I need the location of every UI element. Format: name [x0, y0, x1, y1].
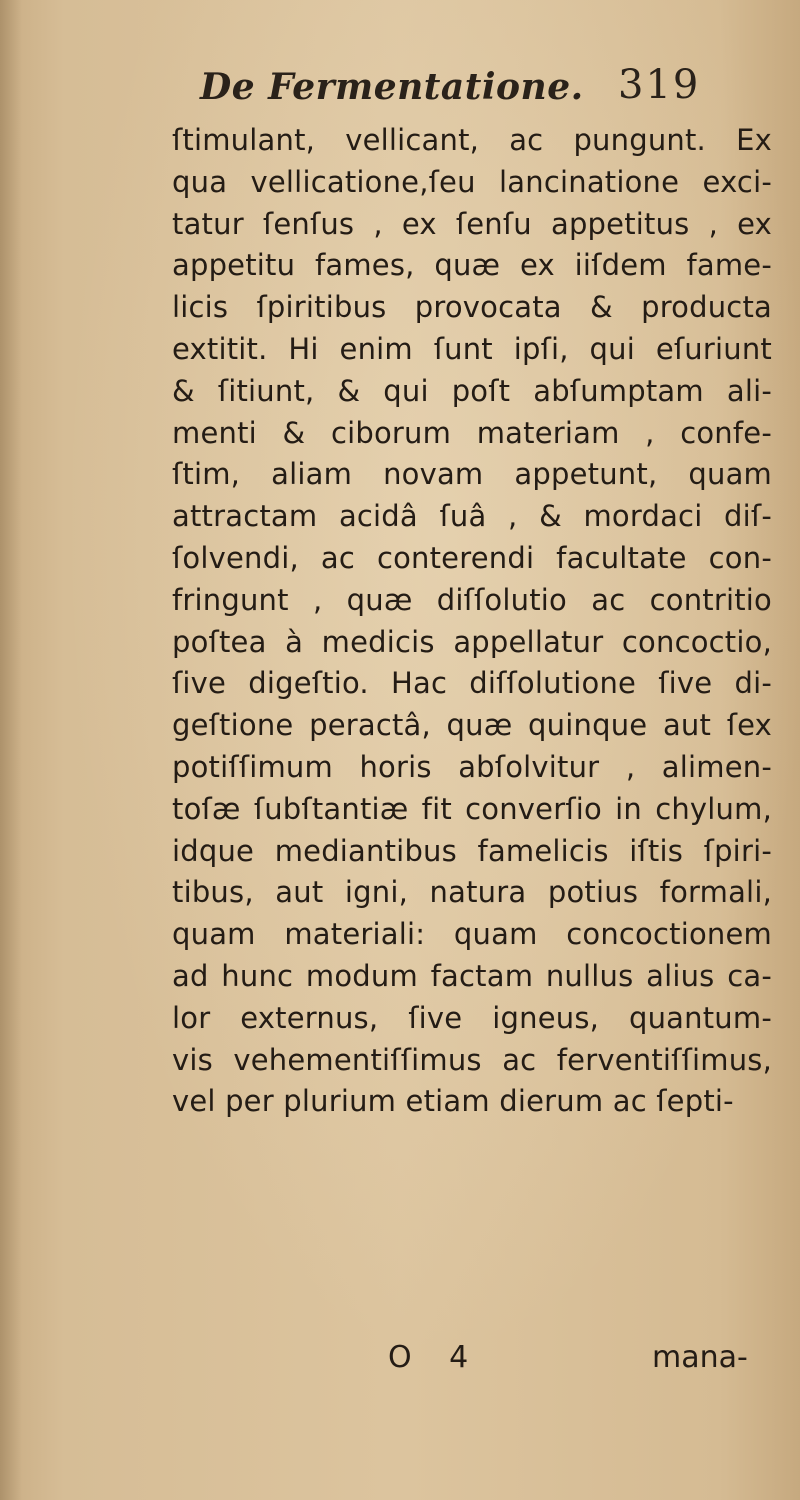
- text-line: lor externus, ſive igneus, quantum-: [172, 1000, 772, 1035]
- text-line: quam materiali: quam concoctionem: [172, 917, 772, 952]
- text-line: qua vellicatione,ſeu lancinatione exci-: [172, 164, 772, 199]
- body-text: [172, 120, 772, 1123]
- text-line: ſtim, aliam novam appetunt, quam: [172, 457, 772, 492]
- page-header: [0, 62, 800, 122]
- text-line: idque mediantibus famelicis iſtis ſpiri-: [172, 833, 772, 868]
- gutter-shadow: [0, 0, 22, 1500]
- text-line: ſolvendi, ac conterendi facultate con-: [172, 540, 772, 575]
- text-line: ſive digeſtio. Hac diſſolutione ſive di-: [172, 666, 772, 701]
- text-line: attractam acidâ ſuâ , & mordaci diſ-: [172, 499, 772, 534]
- text-line: geſtione peractâ, quæ quinque aut ſex: [172, 708, 772, 743]
- text-line: potiſſimum horis abſolvitur , alimen-: [172, 749, 772, 784]
- text-line: ad hunc modum factam nullus alius ca-: [172, 958, 772, 993]
- text-line: ſtimulant, vellicant, ac pungunt. Ex: [172, 123, 772, 157]
- running-head: De Fermentatione.: [200, 66, 584, 108]
- text-line: menti & ciborum materiam , confe-: [172, 415, 772, 450]
- text-line: licis ſpiritibus provocata & producta: [172, 290, 772, 325]
- text-line: poſtea à medicis appellatur concoctio,: [172, 624, 772, 659]
- text-line: vel per plurium etiam dierum ac ſepti-: [172, 1084, 734, 1119]
- text-line: appetitu fames, quæ ex iiſdem fame-: [172, 248, 772, 283]
- signature-mark: O 4: [388, 1340, 483, 1375]
- text-line: fringunt , quæ diſſolutio ac contritio: [172, 582, 772, 617]
- text-line: extitit. Hi enim ſunt ipſi, qui eſuriunt: [172, 331, 772, 366]
- text-line: vis vehementiſſimus ac ferventiſſimus,: [172, 1042, 772, 1077]
- text-line: tatur ſenſus , ex ſenſu appetitus , ex: [172, 206, 772, 241]
- text-line: tibus, aut igni, natura potius formali,: [172, 875, 772, 910]
- catchword: mana-: [652, 1340, 748, 1375]
- text-line: & ſitiunt, & qui poſt abſumptam ali-: [172, 373, 772, 408]
- text-line: toſæ ſubſtantiæ fit converſio in chylum,: [172, 791, 772, 826]
- page-footer: [0, 1340, 800, 1390]
- page-number: 319: [618, 62, 701, 108]
